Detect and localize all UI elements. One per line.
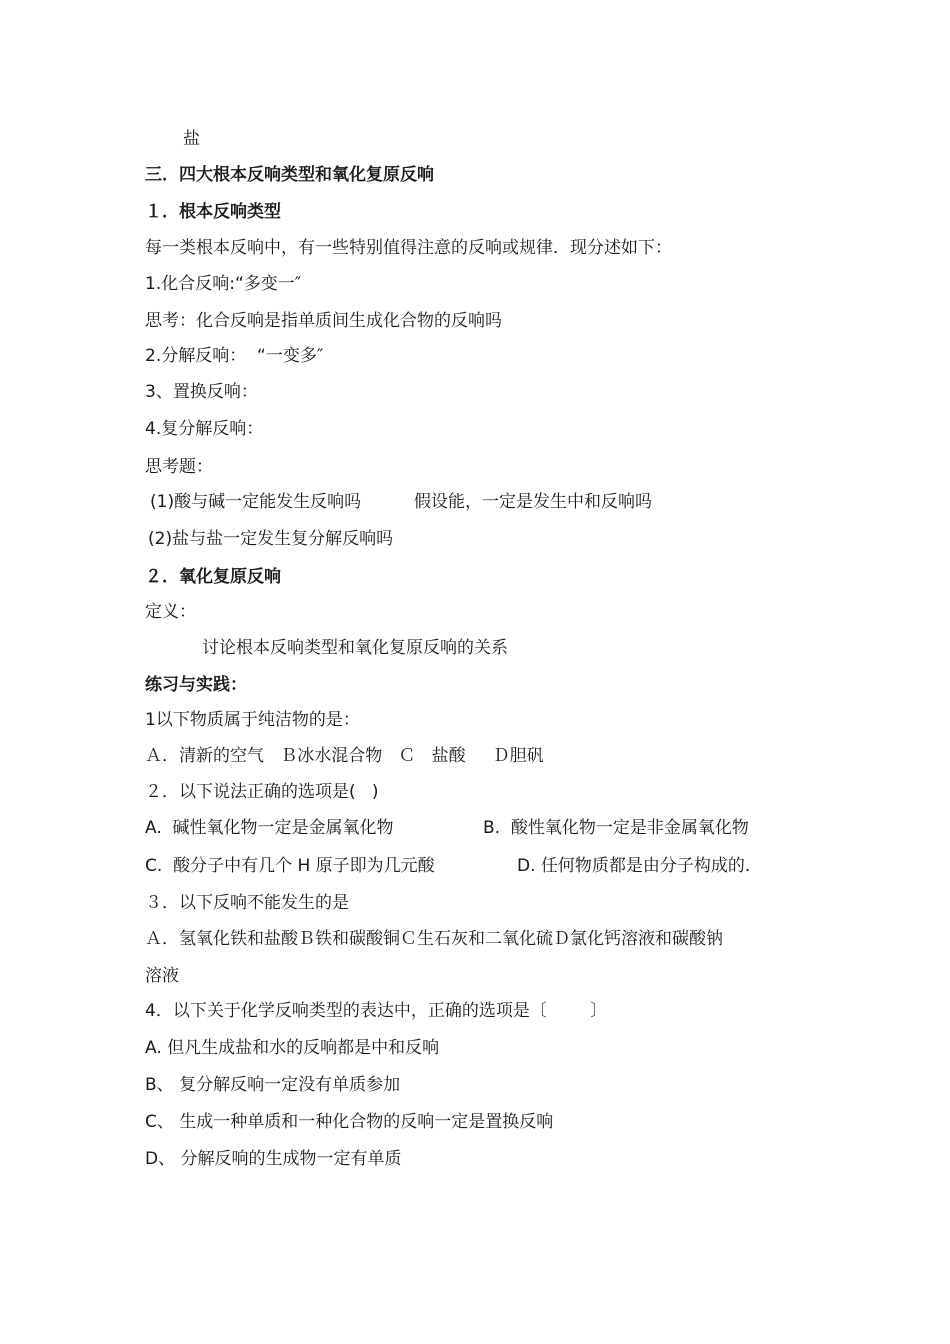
subsection-heading: １．根本反响类型 bbox=[145, 202, 281, 222]
question-option: A. 碱性氧化物一定是金属氧化物 bbox=[145, 818, 394, 838]
text-line: 2.分解反响： “一变多″ bbox=[145, 346, 324, 366]
question-option: A. 但凡生成盐和水的反响都是中和反响 bbox=[145, 1038, 440, 1058]
text-line: (2)盐与盐一定发生复分解反响吗 bbox=[148, 529, 394, 549]
question-option: D. 任何物质都是由分子构成的. bbox=[517, 856, 751, 876]
text-line: 思考：化合反响是指单质间生成化合物的反响吗 bbox=[145, 311, 502, 331]
question-option: B. 酸性氧化物一定是非金属氧化物 bbox=[483, 818, 749, 838]
question-options: Ａ．清新的空气 Ｂ冰水混合物 Ｃ 盐酸 Ｄ胆矾 bbox=[145, 746, 544, 766]
text-line: 每一类根本反响中，有一些特别值得注意的反响或规律．现分述如下： bbox=[145, 238, 672, 258]
subsection-heading: ２．氧化复原反响 bbox=[145, 567, 281, 587]
question-line: ２．以下说法正确的选项是( ) bbox=[145, 782, 379, 802]
text-line: 思考题： bbox=[145, 457, 213, 477]
question-option: C. 酸分子中有几个 H 原子即为几元酸 bbox=[145, 856, 435, 876]
section-heading: 练习与实践： bbox=[145, 675, 247, 695]
question-line: 1以下物质属于纯洁物的是： bbox=[145, 710, 360, 730]
text-line: 1.化合反响:“多变一″ bbox=[145, 274, 302, 294]
text-line: 溶液 bbox=[145, 966, 179, 986]
text-line: 3、置换反响： bbox=[145, 382, 258, 402]
text-line: 讨论根本反响类型和氧化复原反响的关系 bbox=[202, 638, 508, 658]
text-line: 4.复分解反响： bbox=[145, 419, 264, 439]
question-options: Ａ．氢氧化铁和盐酸Ｂ铁和碳酸铜Ｃ生石灰和二氧化硫Ｄ氯化钙溶液和碳酸钠 bbox=[145, 929, 723, 949]
question-line: 4．以下关于化学反响类型的表达中，正确的选项是〔 〕 bbox=[145, 1001, 608, 1021]
question-option: B、 复分解反响一定没有单质参加 bbox=[145, 1075, 401, 1095]
text-line: 假设能，一定是发生中和反响吗 bbox=[414, 492, 652, 512]
question-option: D、 分解反响的生成物一定有单质 bbox=[145, 1149, 402, 1169]
text-line: 定义： bbox=[145, 602, 196, 622]
text-line: (1)酸与碱一定能发生反响吗 bbox=[150, 492, 362, 512]
question-option: C、 生成一种单质和一种化合物的反响一定是置换反响 bbox=[145, 1112, 554, 1132]
text-line: 盐 bbox=[183, 129, 200, 149]
section-heading: 三．四大根本反响类型和氧化复原反响 bbox=[145, 165, 434, 185]
question-line: ３．以下反响不能发生的是 bbox=[145, 893, 349, 913]
